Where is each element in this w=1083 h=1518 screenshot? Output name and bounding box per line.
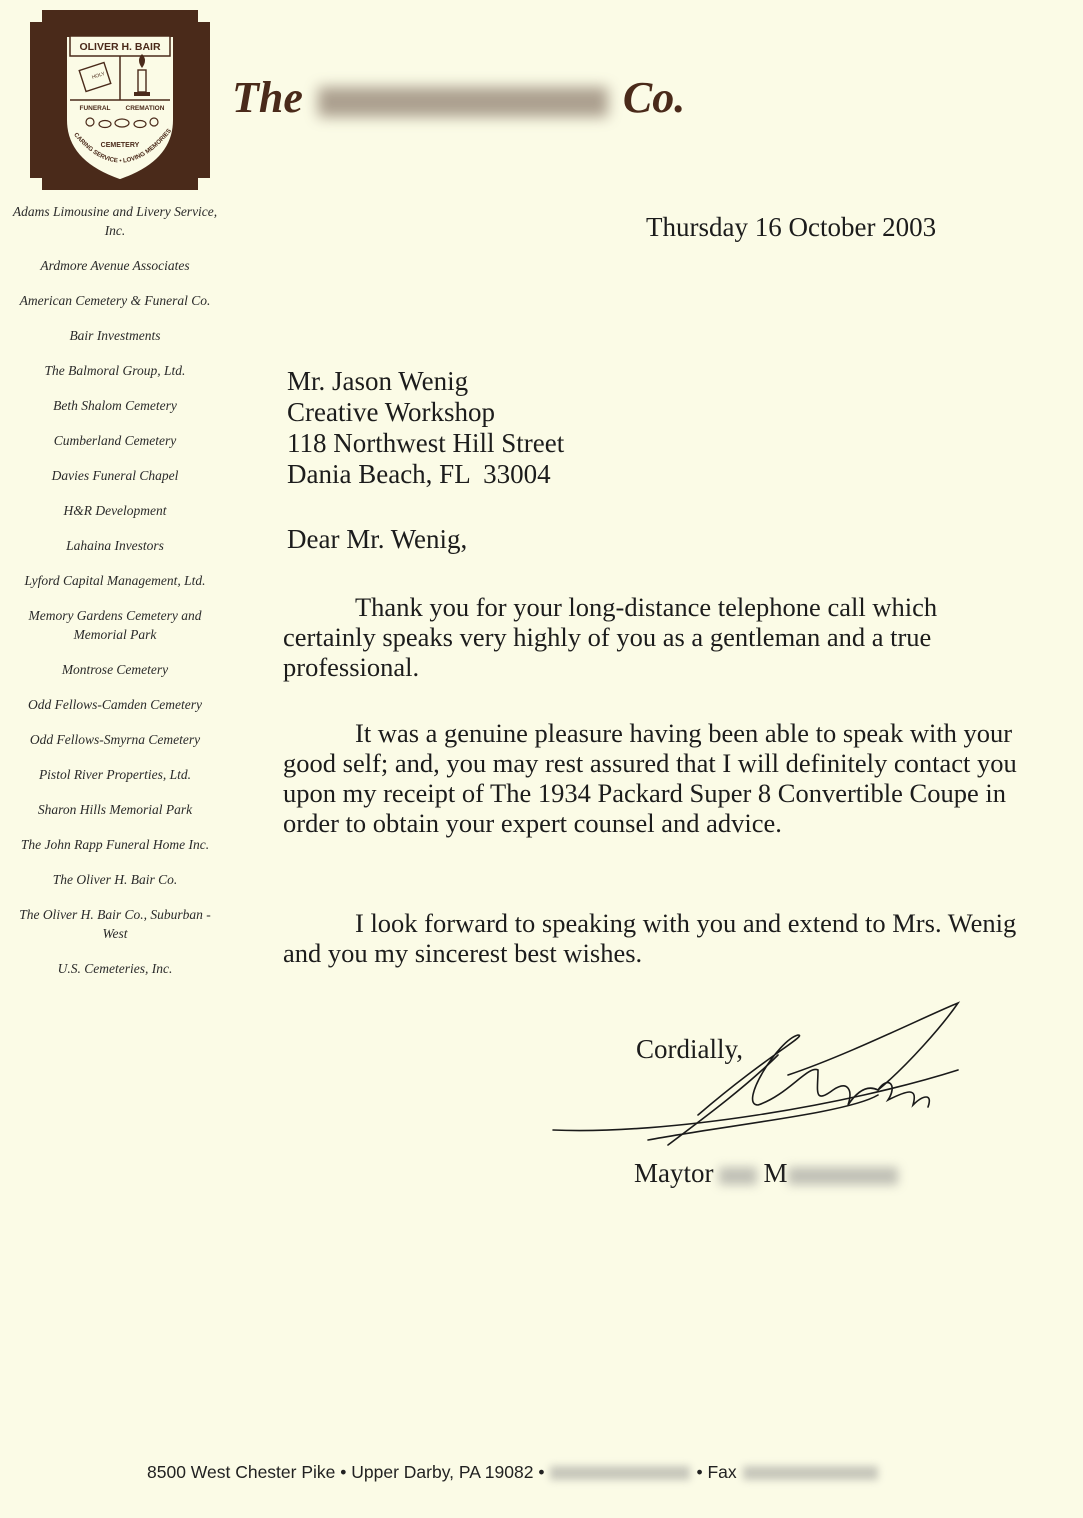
affiliate-item: Sharon Hills Memorial Park <box>37 802 193 817</box>
affiliate-item: Lyford Capital Management, Ltd. <box>24 573 206 588</box>
handwritten-signature <box>548 995 968 1160</box>
redacted-phone <box>550 1466 690 1480</box>
affiliate-item: Memory Gardens Cemetery and Memorial Park <box>28 608 202 642</box>
affiliate-item: Ardmore Avenue Associates <box>40 258 190 273</box>
redacted-fax <box>743 1466 878 1480</box>
salutation: Dear Mr. Wenig, <box>287 524 468 554</box>
affiliate-item: The John Rapp Funeral Home Inc. <box>20 837 210 852</box>
recipient-company: Creative Workshop <box>287 397 496 427</box>
footer-contact <box>147 1462 878 1483</box>
affiliate-item: Adams Limousine and Livery Service, Inc. <box>12 204 218 238</box>
affiliate-item: Pistol River Properties, Ltd. <box>38 767 192 782</box>
footer-address: 8500 West Chester Pike • Upper Darby, PA 19082 • <box>147 1462 545 1482</box>
affiliate-item: The Balmoral Group, Ltd. <box>44 363 186 378</box>
logo-book-text: HOLY <box>91 70 106 81</box>
affiliate-item: American Cemetery & Funeral Co. <box>19 293 211 308</box>
letter-date: Thursday 16 October 2003 <box>646 212 937 242</box>
company-prefix: The <box>232 73 303 122</box>
closing: Cordially, <box>636 1034 743 1064</box>
company-logo <box>30 10 210 190</box>
paragraph-2-text: It was a genuine pleasure having been able to speak with your good self; and, you may rest assured that I will definitely contact you upon my receipt of The 1934 Packard Super 8 Convertible Coupe in order to obtain your expert counsel and advice. <box>283 718 1017 838</box>
affiliate-item: U.S. Cemeteries, Inc. <box>57 961 173 976</box>
paragraph-1 <box>283 592 1033 682</box>
affiliate-item: H&R Development <box>63 503 167 518</box>
redacted-middle-initial <box>719 1167 757 1185</box>
paragraph-1-text: Thank you for your long-distance telephone call which certainly speaks very highly of you as a gentleman and a true professional. <box>283 592 938 682</box>
redacted-company-name <box>318 87 608 117</box>
logo-top-text: OLIVER H. BAIR <box>79 41 161 53</box>
recipient-address <box>287 366 564 490</box>
paragraph-3-text: I look forward to speaking with you and extend to Mrs. Wenig and you my sincerest best wishes. <box>283 908 1017 968</box>
paragraph-3 <box>283 908 1033 968</box>
affiliate-item: Cumberland Cemetery <box>53 433 177 448</box>
company-name-heading <box>232 72 685 123</box>
signer-name <box>634 1158 898 1189</box>
company-suffix: Co. <box>622 73 686 122</box>
recipient-city: Dania Beach, FL 33004 <box>287 459 551 489</box>
affiliate-item: Odd Fellows-Smyrna Cemetery <box>29 732 201 747</box>
logo-cemetery-text: CEMETERY <box>100 142 140 149</box>
signer-first-name: Maytor <box>634 1158 714 1188</box>
affiliate-item: Lahaina Investors <box>66 538 164 553</box>
affiliates-list <box>10 202 220 994</box>
logo-funeral-text: FUNERAL <box>79 105 111 112</box>
signer-last-initial: M <box>763 1158 788 1188</box>
recipient-name: Mr. Jason Wenig <box>287 366 469 396</box>
affiliate-item: Odd Fellows-Camden Cemetery <box>28 697 202 712</box>
affiliate-item: Davies Funeral Chapel <box>51 468 179 483</box>
affiliate-item: Beth Shalom Cemetery <box>53 398 177 413</box>
affiliate-item: The Oliver H. Bair Co. <box>52 872 178 887</box>
logo-cremation-text: CREMATION <box>125 105 165 112</box>
redacted-last-name <box>788 1167 898 1185</box>
logo-ring-textpath: CARING SERVICE • LOVING MEMORIES <box>72 127 173 165</box>
paragraph-2 <box>283 718 1033 838</box>
affiliate-item: Bair Investments <box>69 328 161 343</box>
affiliate-item: The Oliver H. Bair Co., Suburban - West <box>19 907 211 941</box>
recipient-street: 118 Northwest Hill Street <box>287 428 565 458</box>
affiliate-item: Montrose Cemetery <box>61 662 169 677</box>
footer-fax-label: • Fax <box>696 1462 737 1482</box>
